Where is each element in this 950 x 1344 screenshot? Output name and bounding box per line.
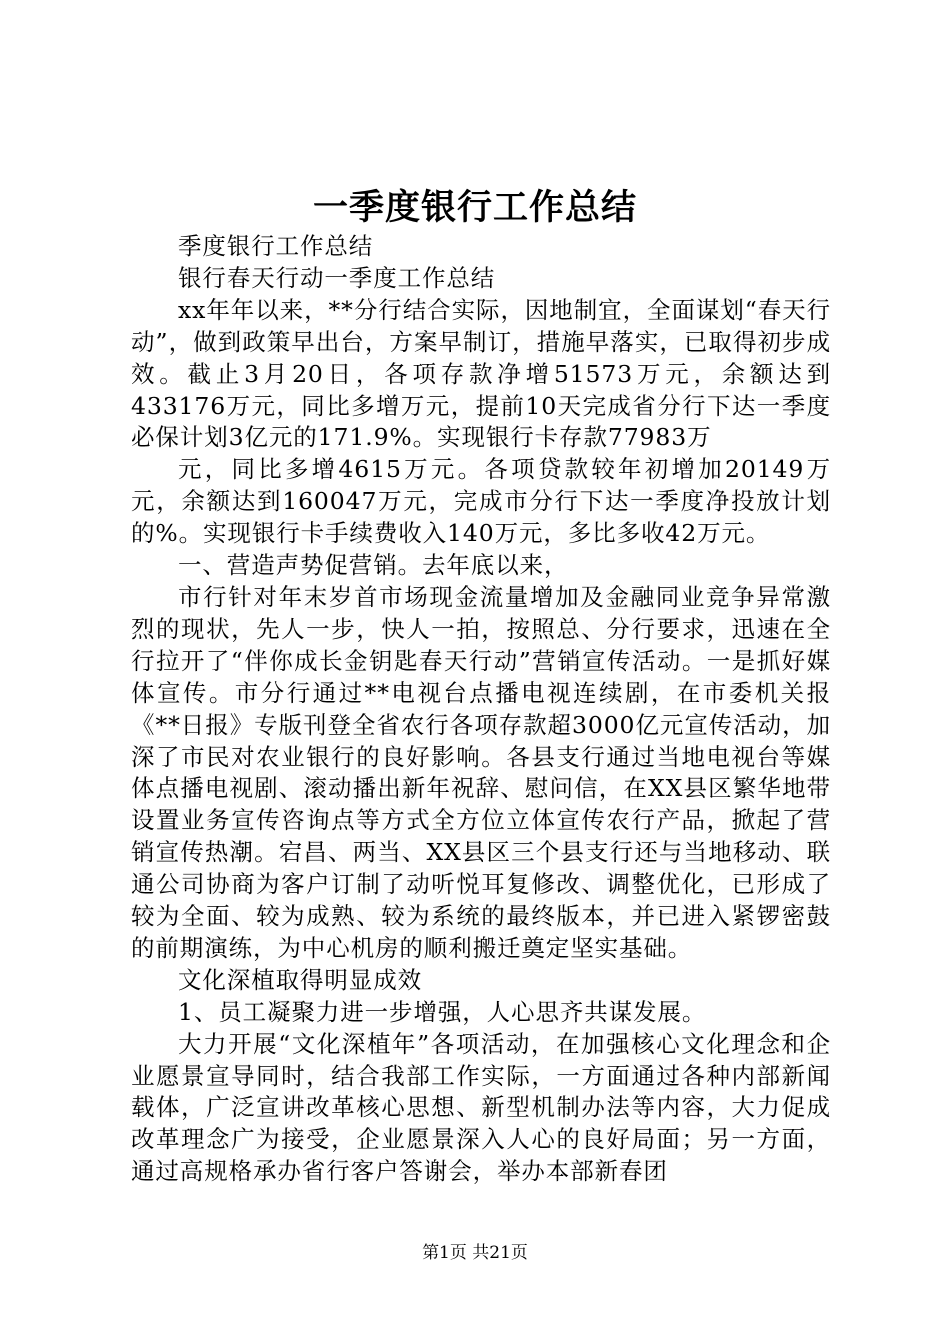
page-number-footer: 第1页 共21页 — [422, 1243, 528, 1263]
paragraph: 元，同比多增4615万元。各项贷款较年初增加20149万元，余额达到160047万元，完成市分行下达一季度净投放计划的%。实现银行卡手续费收入140万元，多比多收42万元。 — [131, 455, 831, 548]
document-body — [131, 231, 831, 1188]
document-title: 一季度银行工作总结 — [312, 187, 637, 228]
paragraph-subtitle: 季度银行工作总结 — [178, 232, 374, 260]
paragraph: 大力开展“文化深植年”各项活动，在加强核心文化理念和企业愿景宣导同时，结合我部工作实际，一方面通过各种内部新闻载体，广泛宣讲改革核心思想、新型机制办法等内容，大力促成改革理念广为接受，企业愿景深入人心的良好局面；另一方面，通过高规格承办省行客户答谢会，举办本部新春团 — [131, 1029, 831, 1186]
paragraph-heading: 银行春天行动一季度工作总结 — [178, 263, 496, 292]
section-heading: 文化深植取得明显成效 — [178, 965, 422, 994]
section-heading: 1、员工凝聚力进一步增强，人心思齐共谋发展。 — [178, 997, 707, 1026]
paragraph: xx年年以来，**分行结合实际，因地制宜，全面谋划“春天行动”，做到政策早出台，方案早制订，措施早落实，已取得初步成效。截止3月20日，各项存款净增51573万元，余额达到433176万元，同比多增万元，提前10天完成省分行下达一季度必保计划3亿元的171.9%。实现银行卡存款77983万 — [131, 295, 831, 452]
paragraph: 市行针对年末岁首市场现金流量增加及金融同业竞争异常激烈的现状，先人一步，快人一拍，按照总、分行要求，迅速在全行拉开了“伴你成长金钥匙春天行动”营销宣传活动。一是抓好媒体宣传。市分行通过**电视台点播电视连续剧，在市委机关报《**日报》专版刊登全省农行各项存款超3000亿元宣传活动，加深了市民对农业银行的良好影响。各县支行通过当地电视台等媒体点播电视剧、滚动播出新年祝辞、慰问信，在XX县区繁华地带设置业务宣传咨询点等方式全方位立体宣传农行产品，掀起了营销宣传热潮。宕昌、两当、XX县区三个县支行还与当地移动、联通公司协商为客户订制了动听悦耳复修改、调整优化，已形成了较为全面、较为成熟、较为系统的最终版本，并已进入紧锣密鼓的前期演练，为中心机房的顺利搬迁奠定坚实基础。 — [131, 582, 831, 962]
section-heading: 一、营造声势促营销。去年底以来， — [178, 551, 569, 580]
